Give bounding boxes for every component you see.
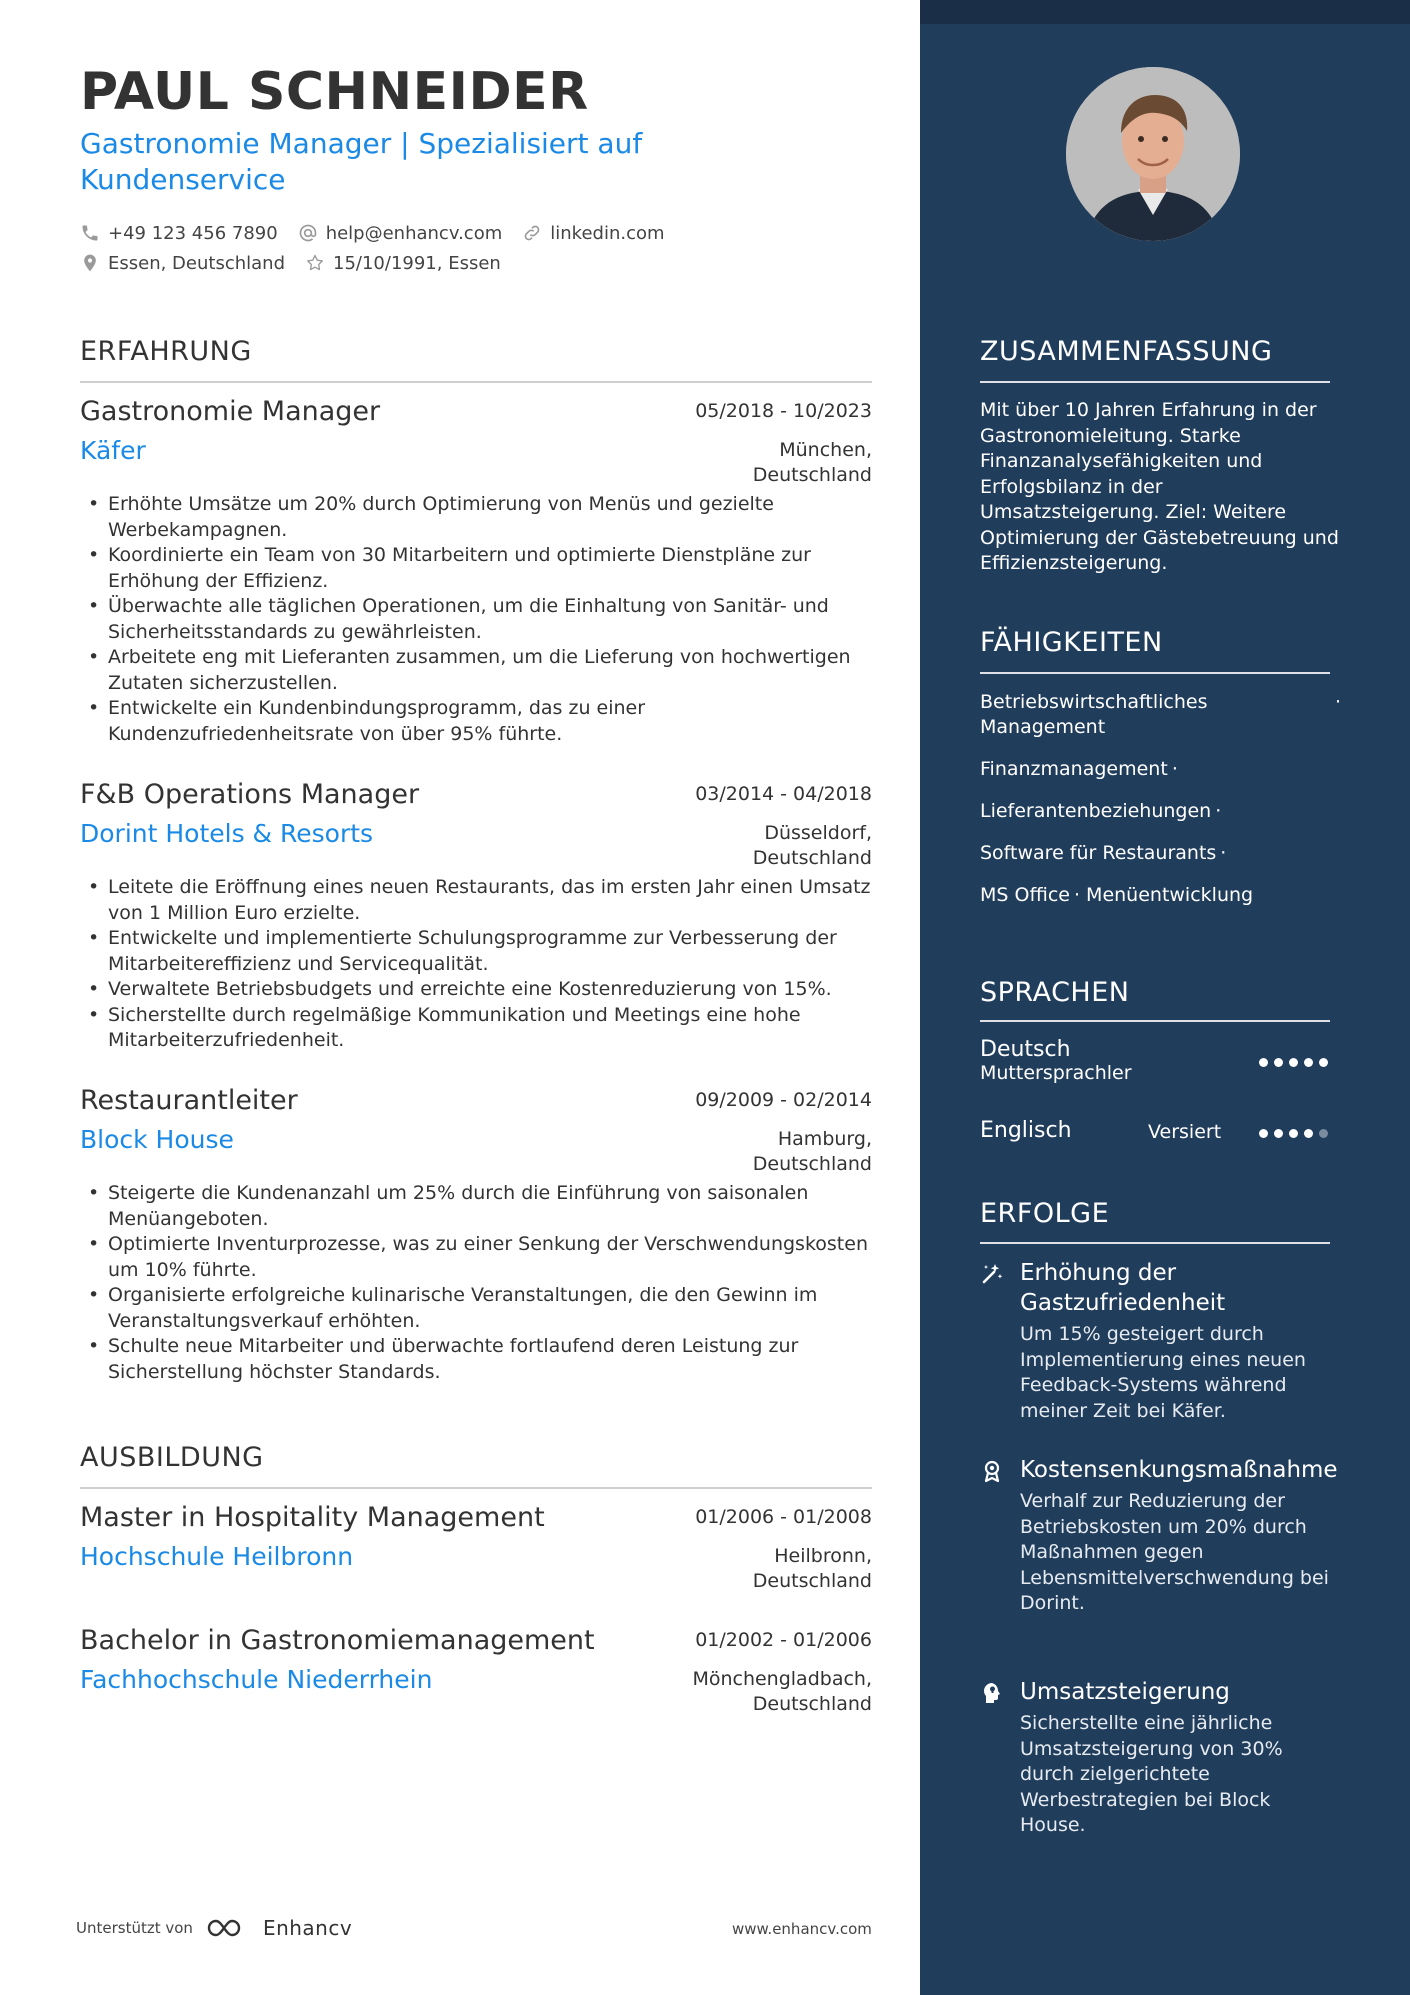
contact-location: Essen, Deutschland [80,253,285,274]
skill-separator: · [1220,842,1227,864]
contact-email[interactable]: help@enhancv.com [298,223,503,244]
bullet-item: • Optimierte Inventurprozesse, was zu einer Senkung der Verschwendungskosten um 10% führte. [80,1232,872,1283]
job-date: 09/2009 - 02/2014 [695,1089,872,1111]
job-date: 03/2014 - 04/2018 [695,783,872,805]
language-name: Englisch [980,1118,1072,1143]
profile-portrait-icon [1066,67,1240,241]
section-divider [80,381,872,383]
job-date: 05/2018 - 10/2023 [695,400,872,422]
achievement-title: Erhöhung der Gastzufriedenheit [1020,1260,1226,1316]
education-school: Fachhochschule Niederrhein [80,1665,433,1694]
job-bullets [80,875,872,1054]
skill-separator: · [1171,758,1178,780]
job-entry [80,396,872,747]
bullet-item: • Entwickelte und implementierte Schulungsprogramme zur Verbesserung der Mitarbeitereffizienz und Servicequalität. [80,926,872,977]
job-location: Düsseldorf, Deutschland [752,822,872,869]
rating-dot [1304,1129,1313,1138]
rating-dot [1274,1129,1283,1138]
education-degree: Master in Hospitality Management [80,1502,545,1533]
contact-info [80,218,880,278]
language-rating [1253,1129,1328,1138]
education-date: 01/2006 - 01/2008 [695,1506,872,1528]
award-ribbon-icon [980,1459,1004,1483]
at-icon [298,223,318,243]
achievement-title: Umsatzsteigerung [1020,1679,1230,1705]
skill-item: Software für Restaurants · [980,842,1227,864]
rating-dot [1259,1058,1268,1067]
bullet-item: • Entwickelte ein Kundenbindungsprogramm, das zu einer Kundenzufriedenheitsrate von über 95% führte. [80,696,872,747]
footer-brand: Enhancv [262,1916,353,1940]
achievement-desc: Um 15% gesteigert durch Implementierung eines neuen Feedback-Systems während meiner Zeit bei Käfer. [1020,1323,1306,1422]
language-level: Muttersprachler [980,1062,1132,1084]
education-location: Mönchengladbach, Deutschland [692,1668,872,1715]
education-location: Heilbronn, Deutschland [752,1545,872,1592]
education-entry [80,1502,872,1596]
job-title: Gastronomie Manager [80,396,381,427]
contact-birth: 15/10/1991, Essen [305,253,501,274]
footer-url[interactable]: www.enhancv.com [732,1920,872,1938]
language-entry [980,1118,1330,1148]
rating-dot [1319,1058,1328,1067]
section-divider [980,381,1330,383]
bullet-item: • Erhöhte Umsätze um 20% durch Optimierung von Menüs und gezielte Werbekampagnen. [80,492,872,543]
contact-linkedin[interactable]: linkedin.com [522,223,664,244]
job-bullets [80,1181,872,1385]
skill-item: MS Office · Menüentwicklung [980,884,1254,906]
job-title: F&B Operations Manager [80,779,420,810]
lightbulb-head-icon [980,1681,1004,1705]
skill-separator: · [1335,691,1342,713]
rating-dot [1259,1129,1268,1138]
section-title-languages: SPRACHEN [980,977,1130,1008]
rating-dot [1304,1058,1313,1067]
magic-wand-icon [980,1262,1004,1286]
candidate-subtitle: Gastronomie Manager | Spezialisiert auf Kundenservice [80,127,643,196]
section-title-summary: ZUSAMMENFASSUNG [980,336,1273,367]
skill-separator: · [1215,800,1222,822]
education-school: Hochschule Heilbronn [80,1542,354,1571]
rating-dot [1289,1058,1298,1067]
bullet-item: • Überwachte alle täglichen Operationen, um die Einhaltung von Sanitär- und Sicherheitsstandards zu gewährleisten. [80,594,872,645]
language-name: Deutsch [980,1037,1071,1062]
enhancv-logo-icon [205,1916,253,1940]
skills-list [980,690,1340,925]
section-divider [980,672,1330,674]
job-company: Dorint Hotels & Resorts [80,819,374,848]
achievement-entry [980,1677,1340,1839]
skill-separator: · [1073,884,1080,906]
section-divider [980,1242,1330,1244]
achievement-entry [980,1258,1340,1424]
skill-item: Lieferantenbeziehungen · [980,800,1222,822]
job-bullets [80,492,872,747]
profile-photo [1066,67,1240,241]
achievement-desc: Sicherstellte eine jährliche Umsatzsteigerung von 30% durch zielgerichtete Werbestrategien bei Block House. [1020,1712,1283,1836]
achievement-desc: Verhalf zur Reduzierung der Betriebskosten um 20% durch Maßnahmen gegen Lebensmittelverschwendung bei Dorint. [1020,1490,1329,1614]
job-title: Restaurantleiter [80,1085,298,1116]
sidebar-top-band [920,0,1410,24]
bullet-item: • Sicherstellte durch regelmäßige Kommunikation und Meetings eine hohe Mitarbeiterzufriedenheit. [80,1003,872,1054]
language-level: Versiert [1148,1121,1222,1143]
job-entry [80,1085,872,1385]
achievement-title: Kostensenkungsmaßnahme [1020,1457,1338,1483]
achievement-entry [980,1455,1340,1617]
footer-powered-by: Unterstützt von Enhancv [76,1916,353,1940]
section-title-education: AUSBILDUNG [80,1442,264,1473]
phone-icon [80,223,100,243]
rating-dot [1289,1129,1298,1138]
candidate-name: PAUL SCHNEIDER [80,62,589,122]
bullet-item: • Schulte neue Mitarbeiter und überwachte fortlaufend deren Leistung zur Sicherstellung höchster Standards. [80,1334,872,1385]
bullet-item: • Leitete die Eröffnung eines neuen Restaurants, das im ersten Jahr einen Umsatz von 1 Million Euro erzielte. [80,875,872,926]
section-divider [980,1020,1330,1022]
star-icon [305,253,325,273]
contact-phone: +49 123 456 7890 [80,223,278,244]
education-entry [80,1625,872,1719]
job-company: Käfer [80,436,146,465]
skill-item: Finanzmanagement · [980,758,1178,780]
education-degree: Bachelor in Gastronomiemanagement [80,1625,595,1656]
bullet-item: • Koordinierte ein Team von 30 Mitarbeitern und optimierte Dienstpläne zur Erhöhung der Effizienz. [80,543,872,594]
skill-item: Betriebswirtschaftliches Management · [980,691,1342,738]
section-divider [80,1487,872,1489]
job-location: München, Deutschland [752,439,872,486]
language-entry [980,1037,1330,1093]
bullet-item: • Verwaltete Betriebsbudgets und erreichte eine Kostenreduzierung von 15%. [80,977,872,1003]
section-title-achievements: ERFOLGE [980,1198,1110,1229]
job-company: Block House [80,1125,234,1154]
link-icon [522,223,542,243]
language-rating [1253,1058,1328,1067]
bullet-item: • Organisierte erfolgreiche kulinarische Veranstaltungen, die den Gewinn im Veranstaltungsverkauf erhöhten. [80,1283,872,1334]
rating-dot [1274,1058,1283,1067]
bullet-item: • Arbeitete eng mit Lieferanten zusammen, um die Lieferung von hochwertigen Zutaten sicherzustellen. [80,645,872,696]
section-title-experience: ERFAHRUNG [80,336,252,367]
summary-text: Mit über 10 Jahren Erfahrung in der Gastronomieleitung. Starke Finanzanalysefähigkeiten und Erfolgsbilanz in der Umsatzsteigerung. Ziel: Weitere Optimierung der Gästebetreuung und Effizienzsteigerung. [980,399,1339,574]
job-location: Hamburg, Deutschland [752,1128,872,1175]
education-date: 01/2002 - 01/2006 [695,1629,872,1651]
bullet-item: • Steigerte die Kundenanzahl um 25% durch die Einführung von saisonalen Menüangeboten. [80,1181,872,1232]
section-title-skills: FÄHIGKEITEN [980,627,1163,658]
job-entry [80,779,872,1054]
rating-dot [1319,1129,1328,1138]
location-pin-icon [80,253,100,273]
